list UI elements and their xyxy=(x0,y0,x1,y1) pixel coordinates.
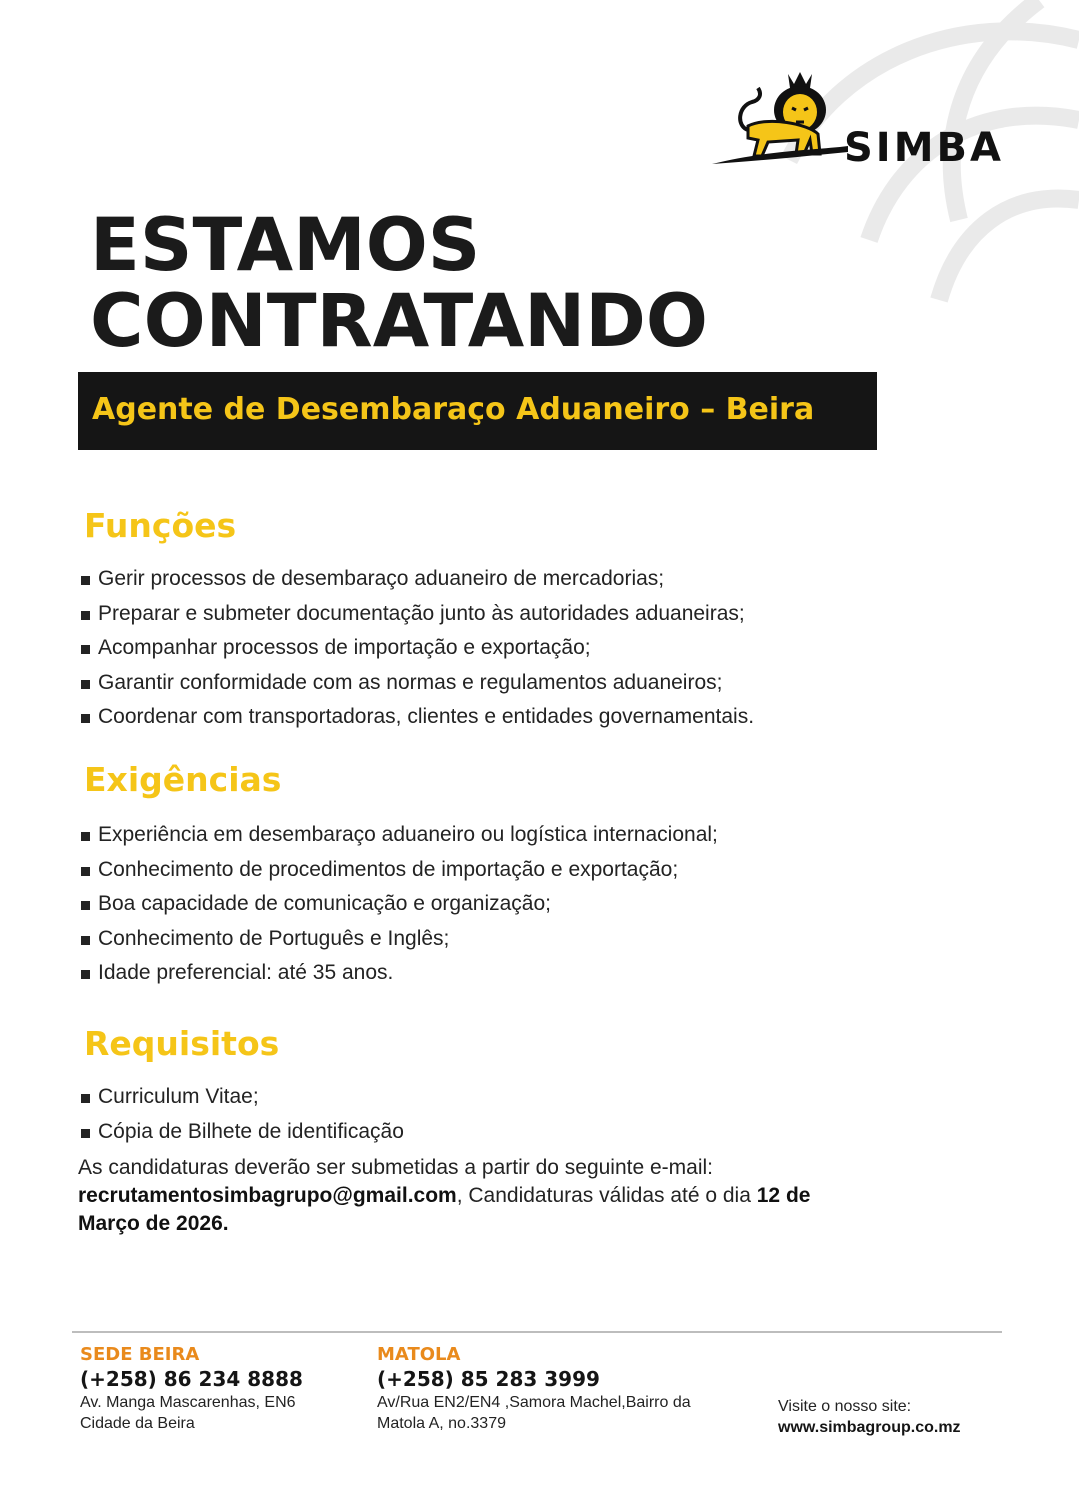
office-address-line-2: Matola A, no.3379 xyxy=(377,1415,506,1432)
application-middle: , Candidaturas válidas até o dia xyxy=(456,1184,757,1207)
list-item: Curriculum Vitae; xyxy=(78,1080,404,1115)
lion-watermark-icon xyxy=(659,0,1079,420)
list-item: Experiência em desembaraço aduaneiro ou logística internacional; xyxy=(78,818,718,853)
office-address-line-2: Cidade da Beira xyxy=(80,1415,195,1432)
list-item: Preparar e submeter documentação junto às autoridades aduaneiras; xyxy=(78,597,754,632)
application-deadline-1: 12 de xyxy=(756,1184,811,1207)
website-label: Visite o nosso site: xyxy=(778,1398,912,1415)
list-item: Garantir conformidade com as normas e regulamentos aduaneiros; xyxy=(78,666,754,701)
office-address-line-1: Av/Rua EN2/EN4 ,Samora Machel,Bairro da xyxy=(377,1394,691,1411)
hero-line-2: CONTRATANDO xyxy=(90,279,708,364)
section-title-requisitos: Requisitos xyxy=(84,1024,280,1063)
office-label: MATOLA xyxy=(377,1344,461,1365)
list-item: Coordenar com transportadoras, clientes e entidades governamentais. xyxy=(78,700,754,735)
application-intro: As candidaturas deverão ser submetidas a partir do seguinte e-mail: xyxy=(78,1156,714,1179)
list-item: Conhecimento de Português e Inglês; xyxy=(78,922,718,957)
office-label: SEDE BEIRA xyxy=(80,1344,200,1365)
office-beira xyxy=(80,1344,303,1434)
section-title-funcoes: Funções xyxy=(84,506,237,545)
website-link[interactable]: www.simbagroup.co.mz xyxy=(778,1419,961,1436)
application-instructions xyxy=(78,1154,898,1238)
funcoes-list xyxy=(78,562,754,735)
list-item: Acompanhar processos de importação e exportação; xyxy=(78,631,754,666)
section-title-exigencias: Exigências xyxy=(84,760,282,799)
office-phone[interactable]: (+258) 85 283 3999 xyxy=(377,1367,600,1391)
website-block xyxy=(778,1396,961,1438)
exigencias-list xyxy=(78,818,718,991)
list-item: Cópia de Bilhete de identificação xyxy=(78,1115,404,1150)
list-item: Conhecimento de procedimentos de importação e exportação; xyxy=(78,853,718,888)
list-item: Idade preferencial: até 35 anos. xyxy=(78,956,718,991)
list-item: Boa capacidade de comunicação e organização; xyxy=(78,887,718,922)
application-email-link[interactable]: recrutamentosimbagrupo@gmail.com xyxy=(78,1184,457,1207)
requisitos-list xyxy=(78,1080,404,1149)
office-address-line-1: Av. Manga Mascarenhas, EN6 xyxy=(80,1394,296,1411)
brand-wordmark: SIMBA xyxy=(844,125,1004,171)
list-item: Gerir processos de desembaraço aduaneiro de mercadorias; xyxy=(78,562,754,597)
office-matola xyxy=(377,1344,691,1434)
job-title: Agente de Desembaraço Aduaneiro – Beira xyxy=(92,392,815,427)
application-deadline-2: Março de 2026. xyxy=(78,1212,229,1235)
hero-line-1: ESTAMOS xyxy=(90,203,481,288)
office-phone[interactable]: (+258) 86 234 8888 xyxy=(80,1367,303,1391)
footer-divider xyxy=(72,1331,1002,1333)
job-title-banner xyxy=(78,372,877,450)
hero-heading xyxy=(90,203,708,364)
